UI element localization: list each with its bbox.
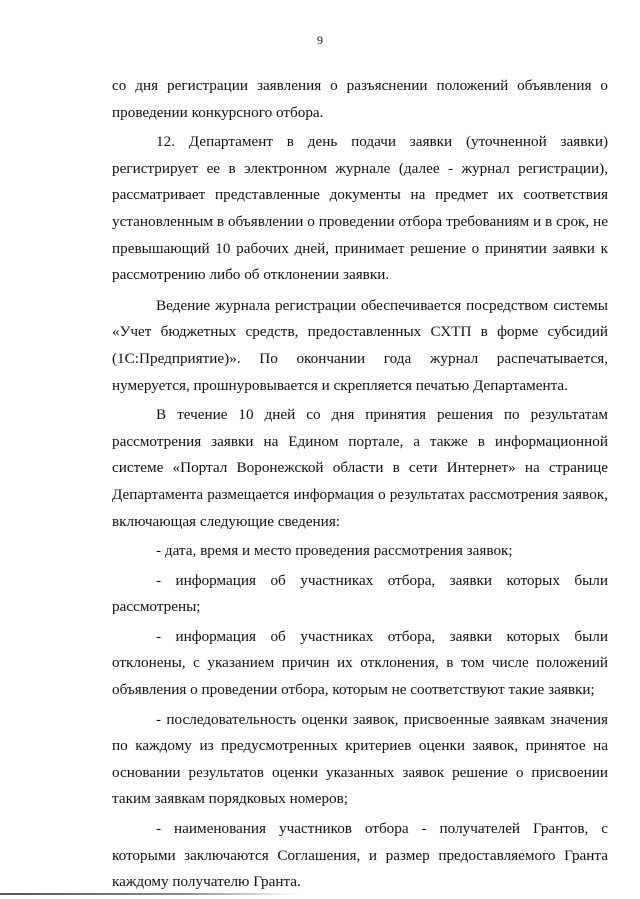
document-body <box>112 73 608 896</box>
list-item-reviewed-participants: - информация об участниках отбора, заявки которых были рассмотрены; <box>112 571 608 616</box>
paragraph-journal: Ведение журнала регистрации обеспечивается посредством системы «Учет бюджетных средств, предоставленных СХТП в форме субсидий (1С:Предприятие)». По окончании года журнал распечатывается, нумеруется, прошнуровывается и скрепляется печатью Департамента. <box>112 296 608 394</box>
list-item-grant-recipients: - наименования участников отбора - получателей Грантов, с которыми заключаются Соглашения, и размер предоставляемого Гранта каждому получателю Гранта. <box>112 820 608 891</box>
scan-edge-line <box>0 893 300 895</box>
paragraph-item-12: 12. Департамент в день подачи заявки (уточненной заявки) регистрирует ее в электронном журнале (далее - журнал регистрации), рассматривает представленные документы на предмет их соответствия установленным в объявлении о проведении отбора требованиям и в срок, не превышающий 10 рабочих дней, принимает решение о принятии заявки к рассмотрению либо об отклонении заявки. <box>112 133 608 284</box>
list-item-rejected-participants: - информация об участниках отбора, заявки которых были отклонены, с указанием причин их отклонения, в том числе положений объявления о проведении отбора, которым не соответствуют такие заявки; <box>112 627 608 699</box>
page-number: 9 <box>317 33 323 47</box>
list-item-date-time: - дата, время и место проведения рассмотрения заявок; <box>156 542 513 560</box>
list-item-evaluation-order: - последовательность оценки заявок, присвоенные заявкам значения по каждому из предусмотренных критериев оценки заявок, принятое на основании результатов оценки указанных заявок решение о присвоении таким заявкам порядковых номеров; <box>112 710 608 808</box>
paragraph-continuation: со дня регистрации заявления о разъяснении положений объявления о проведении конкурсного отбора. <box>112 77 608 121</box>
paragraph-publication: В течение 10 дней со дня принятия решения по результатам рассмотрения заявки на Едином портале, а также в информационной системе «Портал Воронежской области в сети Интернет» на странице Департамента размещается информация о результатах рассмотрения заявок, включающая следующие сведения: <box>112 406 608 530</box>
